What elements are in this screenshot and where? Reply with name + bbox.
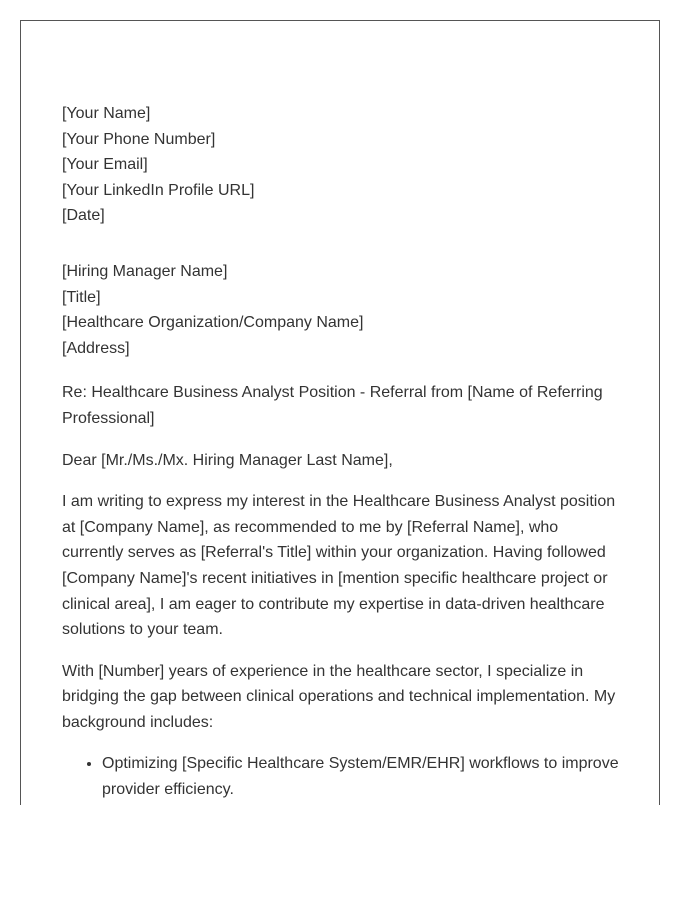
recipient-title: [Title] — [62, 288, 101, 306]
list-item: • Optimizing [Specific Healthcare System/EMR/EHR] workflows to improve provider efficiency. — [102, 751, 622, 802]
body-paragraph: With [Number] years of experience in the healthcare sector, I specialize in bridging the gap between clinical operations and technical implementation. My background includes: — [62, 662, 616, 731]
sender-name: [Your Name] — [62, 105, 151, 122]
sender-email: [Your Email] — [62, 156, 148, 174]
recipient-name: [Hiring Manager Name] — [62, 262, 228, 280]
recipient-organization: [Healthcare Organization/Company Name] — [62, 314, 364, 332]
recipient-address: [Address] — [62, 339, 130, 357]
letter-page — [20, 20, 660, 805]
salutation: Dear [Mr./Ms./Mx. Hiring Manager Last Name], — [62, 451, 393, 469]
letter-date: [Date] — [62, 207, 105, 225]
sender-linkedin: [Your LinkedIn Profile URL] — [62, 181, 255, 199]
sender-block — [62, 101, 622, 229]
sender-phone: [Your Phone Number] — [62, 130, 216, 148]
letter-content — [62, 101, 622, 803]
recipient-block — [62, 259, 622, 361]
subject-line: Re: Healthcare Business Analyst Position - Referral from [Name of Referring Professional] — [62, 384, 603, 427]
body-paragraph: I am writing to express my interest in the Healthcare Business Analyst position at [Company Name], as recommended to me by [Referral Name], who currently serves as [Referral's Title] within your organization. Having followed [Company Name]'s recent initiatives in [mention specific healthcare project or clinical area], I am eager to contribute my expertise in data-driven healthcare solutions to your team. — [62, 493, 616, 639]
experience-list — [62, 751, 622, 802]
